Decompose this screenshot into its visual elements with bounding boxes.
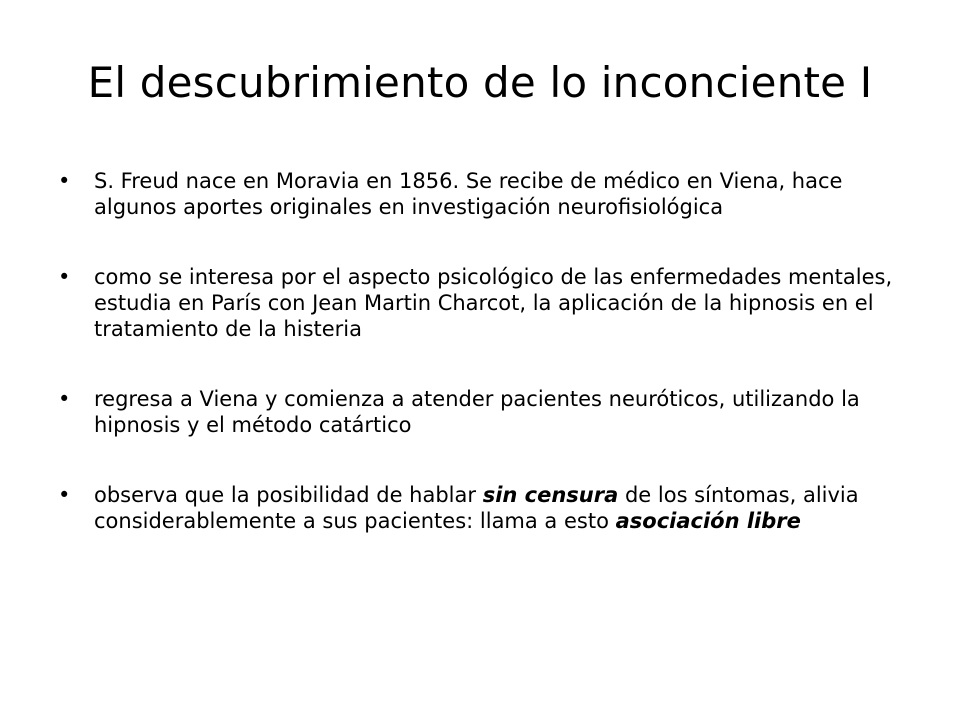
bullet-item-return-vienna [58,386,918,438]
bullet-text: S. Freud nace en Moravia en 1856. Se recibe de médico en Viena, hace algunos aportes originales en investigación neurofisiológica [94,169,843,219]
bullet-dot: • [58,387,71,411]
bullet-text-before: observa que la posibilidad de hablar [94,483,483,507]
bullet-list [58,168,918,534]
emphasis-asociacion-libre: asociación libre [615,509,801,533]
bullet-dot: • [58,483,71,507]
bullet-item-free-association [58,482,918,534]
slide-title: El descubrimiento de lo inconciente I [87,58,873,107]
bullet-item-freud-origins [58,168,918,220]
bullet-dot: • [58,169,71,193]
bullet-text-middle: de los síntomas, alivia considerablemente a sus pacientes: llama a esto [94,483,859,533]
bullet-dot: • [58,265,71,289]
bullet-item-charcot [58,264,918,342]
bullet-text: regresa a Viena y comienza a atender pacientes neuróticos, utilizando la hipnosis y el método catártico [94,387,860,437]
bullet-text: como se interesa por el aspecto psicológico de las enfermedades mentales, estudia en París con Jean Martin Charcot, la aplicación de la hipnosis en el tratamiento de la histeria [94,265,893,341]
emphasis-sin-censura: sin censura [482,483,619,507]
